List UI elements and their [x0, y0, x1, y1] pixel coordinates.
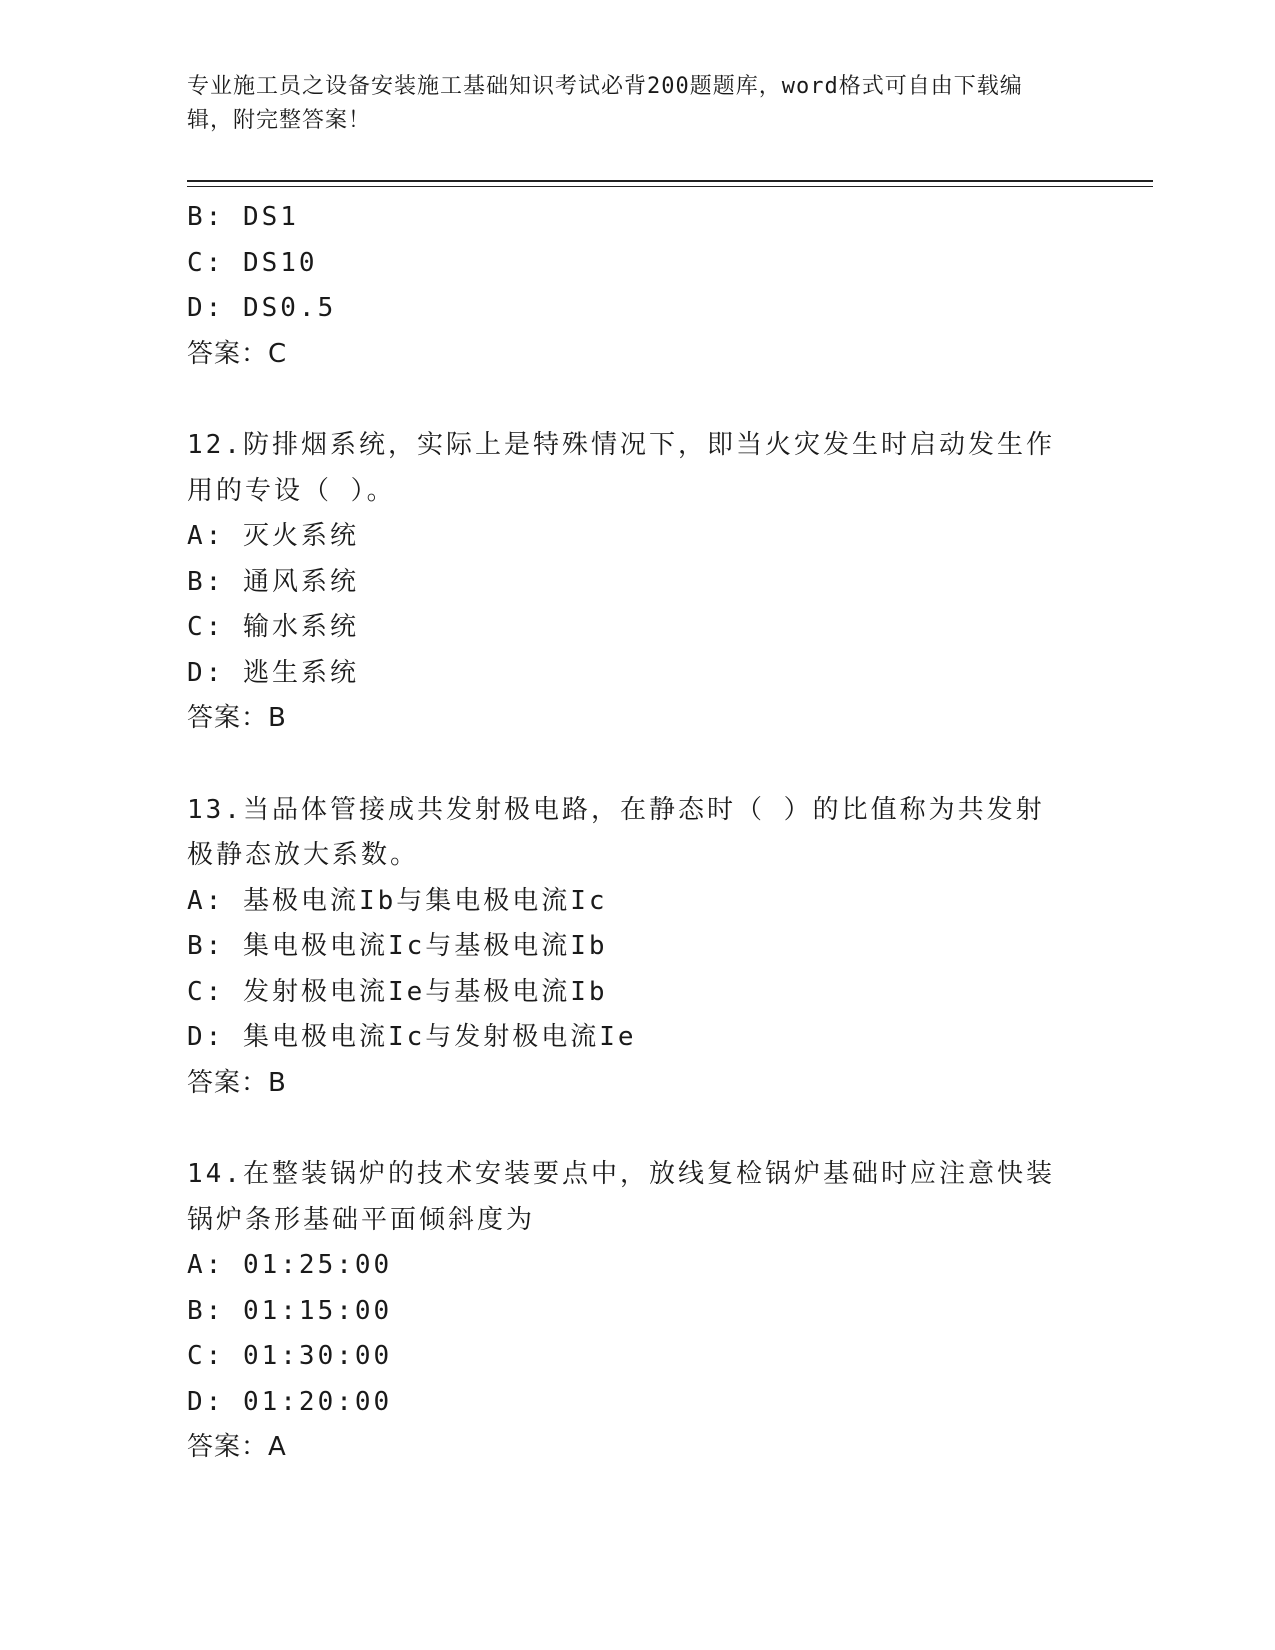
- spacer: [187, 377, 1153, 423]
- answer-line: 答案：B: [187, 1067, 287, 1098]
- option-d: D: DS0.5: [187, 293, 337, 323]
- option-d: D: 逃生系统: [187, 657, 359, 688]
- option-b: B: 通风系统: [187, 566, 359, 597]
- question-stem: 13.当品体管接成共发射极电路，在静态时（ ）的比值称为共发射极静态放大系数。: [187, 794, 1045, 870]
- option-a: A: 01:25:00: [187, 1250, 393, 1280]
- option-b: B: 集电极电流Ic与基极电流Ib: [187, 931, 608, 961]
- header-divider: [187, 180, 1153, 187]
- question-stem: 14.在整装锅炉的技术安装要点中，放线复检锅炉基础时应注意快装锅炉条形基础平面倾斜度为: [187, 1159, 1055, 1235]
- answer-line: 答案：B: [187, 703, 287, 733]
- spacer: [187, 1106, 1153, 1152]
- option-a: A: 基极电流Ib与集电极电流Ic: [187, 885, 608, 916]
- document-header-title: 专业施工员之设备安装施工基础知识考试必背200题题库，word格式可自由下载编辑，附完整答案！: [187, 74, 1023, 133]
- option-c: C: 01:30:00: [187, 1341, 393, 1371]
- option-d: D: 01:20:00: [187, 1386, 393, 1417]
- answer-line: 答案：A: [187, 1432, 287, 1462]
- question-13: [187, 788, 1153, 1107]
- option-d: D: 集电极电流Ic与发射极电流Ie: [187, 1022, 637, 1052]
- option-c: C: 输水系统: [187, 612, 359, 642]
- question-stem: 12.防排烟系统，实际上是特殊情况下，即当火灾发生时启动发生作用的专设（ ）。: [187, 430, 1055, 506]
- answer-line: 答案：C: [187, 338, 288, 369]
- option-b: B: 01:15:00: [187, 1295, 393, 1326]
- question-14: [187, 1152, 1153, 1471]
- option-b: B: DS1: [187, 202, 299, 232]
- document-page: [187, 70, 1153, 1471]
- option-c: C: 发射极电流Ie与基极电流Ib: [187, 976, 608, 1007]
- question-12: [187, 423, 1153, 742]
- option-a: A: 灭火系统: [187, 521, 359, 551]
- previous-question: [187, 195, 1153, 377]
- option-c: C: DS10: [187, 247, 318, 278]
- spacer: [187, 742, 1153, 788]
